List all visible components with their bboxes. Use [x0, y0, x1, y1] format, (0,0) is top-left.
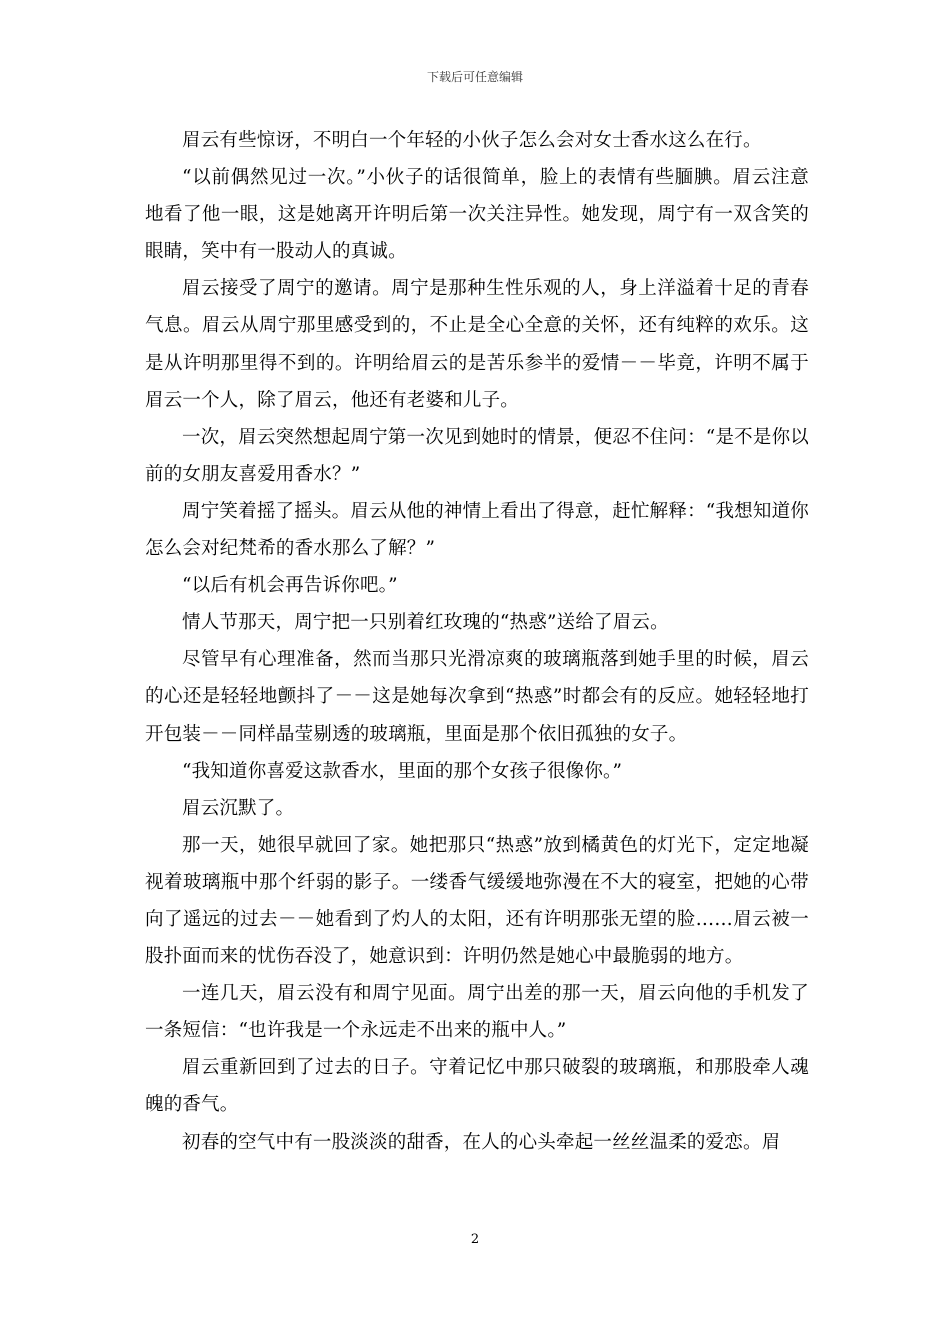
paragraph: 眉云接受了周宁的邀请。周宁是那种生性乐观的人，身上洋溢着十足的青春气息。眉云从周宁那里感受到的，不止是全心全意的关怀，还有纯粹的欢乐。这是从许明那里得不到的。许明给眉云的是苦乐参半的爱情－－毕竟，许明不属于眉云一个人，除了眉云，他还有老婆和儿子。: [145, 278, 809, 411]
paragraph: 眉云沉默了。: [182, 797, 295, 819]
page-header: 下载后可任意编辑: [426, 70, 523, 84]
paragraph: 初春的空气中有一股淡淡的甜香，在人的心头牵起一丝丝温柔的爱恋。眉: [182, 1131, 781, 1153]
paragraph: “以后有机会再告诉你吧。”: [182, 575, 398, 597]
paragraph: 周宁笑着摇了摇头。眉云从他的神情上看出了得意，赶忙解释：“我想知道你怎么会对纪梵希的香水那么了解？”: [145, 500, 809, 560]
paragraph: 那一天，她很早就回了家。她把那只“热惑”放到橘黄色的灯光下，定定地凝视着玻璃瓶中那个纤弱的影子。一缕香气缓缓地弥漫在不大的寝室，把她的心带向了遥远的过去－－她看到了灼人的太阳，还有许明那张无望的脸……眉云被一股扑面而来的忧伤吞没了，她意识到：许明仍然是她心中最脆弱的地方。: [145, 834, 809, 968]
paragraph: 一连几天，眉云没有和周宁见面。周宁出差的那一天，眉云向他的手机发了一条短信：“也许我是一个永远走不出来的瓶中人。”: [145, 983, 809, 1042]
paragraph: 情人节那天，周宁把一只别着红玫瑰的“热惑”送给了眉云。: [182, 612, 669, 634]
body-text: [145, 122, 809, 1161]
page-number: 2: [470, 1232, 480, 1247]
paragraph: 眉云有些惊讶，不明白一个年轻的小伙子怎么会对女士香水这么在行。: [182, 130, 762, 151]
paragraph: 一次，眉云突然想起周宁第一次见到她时的情景，便忍不住问：“是不是你以前的女朋友喜爱用香水？”: [145, 426, 809, 485]
paragraph: 尽管早有心理准备，然而当那只光滑凉爽的玻璃瓶落到她手里的时候，眉云的心还是轻轻地颤抖了－－这是她每次拿到“热惑”时都会有的反应。她轻轻地打开包装－－同样晶莹剔透的玻璃瓶，里面是那个依旧孤独的女子。: [145, 649, 809, 745]
paragraph: “以前偶然见过一次。”小伙子的话很简单，脸上的表情有些腼腆。眉云注意地看了他一眼，这是她离开许明后第一次关注异性。她发现，周宁有一双含笑的眼睛，笑中有一股动人的真诚。: [145, 167, 809, 263]
paragraph: “我知道你喜爱这款香水，里面的那个女孩子很像你。”: [182, 760, 623, 782]
paragraph: 眉云重新回到了过去的日子。守着记忆中那只破裂的玻璃瓶，和那股牵人魂魄的香气。: [145, 1057, 809, 1116]
